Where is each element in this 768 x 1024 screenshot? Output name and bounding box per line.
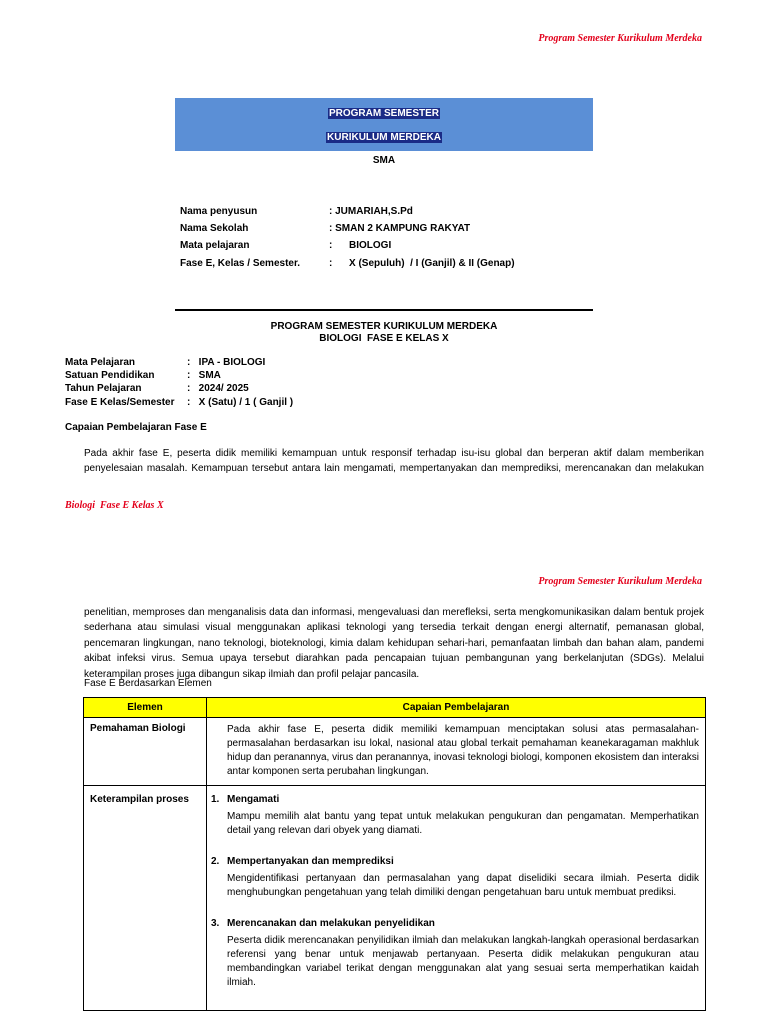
info-label: Fase E, Kelas / Semester. <box>180 258 301 269</box>
item-title: Mempertanyakan dan memprediksi <box>227 856 394 867</box>
continued-paragraph: penelitian, memproses dan menganalisis data dan informasi, mengevaluasi dan merefleksi, serta mengkomunikasikan dalam bentuk projek sederhana atau simulasi visual menggunakan aplikasi teknologi yang tersedia terkait dengan energi alternatif, pemanasan global, pencemaran lingkungan, nano teknologi, bioteknologi, kimia dalam kehidupan sehari-hari, pemanfaatan limbah dan bahan alam, pandemi akibat infeksi virus. Semua upaya tersebut diarahkan pada pencapaian tujuan pembangunan yang berkelanjutan (SDGs). Melalui keterampilan proses juga dibangun sikap ilmiah dan profil pelajar pancasila. <box>84 607 704 680</box>
info-value: : BIOLOGI <box>329 240 392 251</box>
column-header-elemen: Elemen <box>84 698 207 718</box>
meta-label: Tahun Pelajaran <box>65 383 142 394</box>
page-header: Program Semester Kurikulum Merdeka <box>538 576 702 587</box>
page-header: Program Semester Kurikulum Merdeka <box>538 33 702 44</box>
school-level: SMA <box>372 155 396 166</box>
info-value: : JUMARIAH,S.Pd <box>329 206 413 217</box>
capaian-cell <box>207 786 706 1011</box>
elemen-cell: Pemahaman Biologi <box>84 718 207 786</box>
meta-value: : X (Satu) / 1 ( Ganjil ) <box>187 397 294 408</box>
meta-label: Satuan Pendidikan <box>65 370 155 381</box>
item-number: 2. <box>211 856 220 867</box>
divider <box>175 309 593 311</box>
list-item <box>211 918 699 990</box>
paragraph-line: Pada akhir fase E, peserta didik memiliki kemampuan untuk responsif terhadap isu-isu global dan berperan aktif dalam memberikan <box>84 448 704 459</box>
paragraph-line: penyelesaian masalah. Kemampuan tersebut antara lain mengamati, mempertanyakan dan memprediksi, merencanakan dan melakukan <box>84 463 704 474</box>
table-row <box>84 786 706 1011</box>
info-label: Nama penyusun <box>180 206 258 217</box>
elemen-cell: Keterampilan proses <box>84 786 207 1011</box>
list-item <box>211 856 699 900</box>
meta-value: : IPA - BIOLOGI <box>187 357 266 368</box>
title-banner <box>175 98 593 151</box>
banner-title-1: PROGRAM SEMESTER <box>328 108 439 119</box>
elemen-table <box>83 697 706 1011</box>
capaian-text: Pada akhir fase E, peserta didik memiliki kemampuan menciptakan solusi atas permasalahan-permasalahan berdasarkan isu lokal, nasional atau global terkait pemahaman keanekaragaman makhluk hidup dan peranannya, virus dan peranannya, inovasi teknologi biologi, komponen ekosistem dan interaksi antar komponen serta perubahan lingkungan. <box>227 724 699 777</box>
info-label: Nama Sekolah <box>180 223 249 234</box>
item-title: Mengamati <box>227 794 280 805</box>
column-header-capaian: Capaian Pembelajaran <box>207 698 706 718</box>
item-title: Merencanakan dan melakukan penyelidikan <box>227 918 435 929</box>
item-number: 1. <box>211 794 220 805</box>
item-number: 3. <box>211 918 220 929</box>
item-text: Mengidentifikasi pertanyaan dan permasalahan yang dapat diselidiki secara ilmiah. Peserta didik menghubungkan pengetahuan yang telah dimiliki dengan pengetahuan baru untuk membuat prediksi. <box>227 873 699 898</box>
info-value: : SMAN 2 KAMPUNG RAKYAT <box>329 223 471 234</box>
info-value: : X (Sepuluh) / I (Ganjil) & II (Genap) <box>329 258 515 269</box>
info-label: Mata pelajaran <box>180 240 250 251</box>
meta-label: Fase E Kelas/Semester <box>65 397 175 408</box>
meta-value: : 2024/ 2025 <box>187 383 249 394</box>
section-heading: Capaian Pembelajaran Fase E <box>65 422 207 433</box>
document-title: PROGRAM SEMESTER KURIKULUM MERDEKA <box>270 321 498 332</box>
banner-title-2: KURIKULUM MERDEKA <box>327 132 441 143</box>
table-row <box>84 718 706 786</box>
page-footer: Biologi Fase E Kelas X <box>65 500 164 511</box>
document-subtitle: BIOLOGI FASE E KELAS X <box>319 333 449 344</box>
item-text: Peserta didik merencanakan penyilidikan ilmiah dan melakukan langkah-langkah operasional berdasarkan referensi yang benar untuk menjawab pertanyaan. Peserta didik melakukan pengukuran atau membandingkan variabel terikat dengan menggunakan alat yang sesuai serta memperhatikan kaidah ilmiah. <box>227 935 699 988</box>
section-heading: Fase E Berdasarkan Elemen <box>84 678 212 689</box>
item-text: Mampu memilih alat bantu yang tepat untuk melakukan pengukuran dan pengamatan. Memperhatikan detail yang relevan dari obyek yang diamati. <box>227 811 699 836</box>
list-item <box>211 794 699 838</box>
meta-value: : SMA <box>187 370 221 381</box>
meta-label: Mata Pelajaran <box>65 357 136 368</box>
